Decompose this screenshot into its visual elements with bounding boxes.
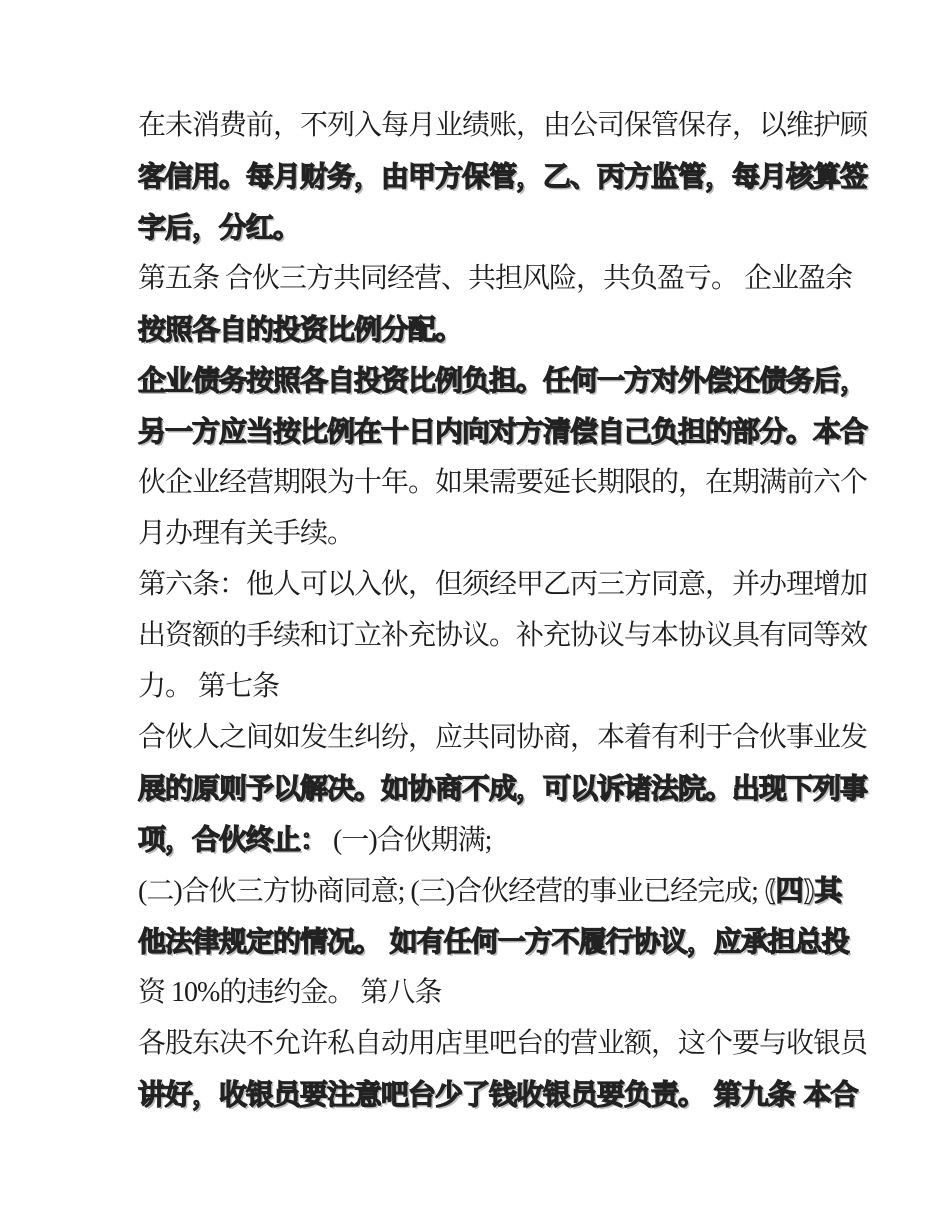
text-line xyxy=(138,1018,868,1069)
text-line xyxy=(138,355,868,406)
contract-text-block xyxy=(138,100,868,1120)
serif-text-segment: 出资额的手续和订立补充协议。补充协议与本协议具有同等效 xyxy=(138,620,868,651)
text-line xyxy=(138,457,868,508)
outlined-text-segment: 另一方应当按比例在十日内向对方清偿自己负担的部分。本合 xyxy=(138,415,868,448)
text-line xyxy=(138,559,868,610)
text-line xyxy=(138,814,828,865)
serif-text-segment: 月办理有关手续。 xyxy=(138,518,355,549)
outlined-text-segment: 展的原则予以解决。如协商不成，可以诉诸法院。出现下列事 xyxy=(138,772,868,805)
outlined-text-segment: 客信用。每月财务，由甲方保管，乙、丙方监管，每月核算签 xyxy=(138,160,868,193)
outlined-text-segment: 按照各自的投资比例分配。 xyxy=(138,313,463,346)
text-line xyxy=(138,967,828,1018)
text-line xyxy=(138,151,868,202)
outlined-text-segment: 项，合伙终止： xyxy=(138,823,328,856)
serif-text-segment: (二)合伙三方协商同意; (三)合伙经营的事业已经完成; xyxy=(138,876,764,907)
outlined-text-segment: 字后，分红。 xyxy=(138,211,301,244)
outlined-text-segment: (四)其 xyxy=(763,874,842,907)
serif-text-segment: 合伙人之间如发生纠纷，应共同协商，本着有利于合伙事业发 xyxy=(138,722,868,753)
text-line xyxy=(138,508,828,559)
text-line xyxy=(138,304,828,355)
serif-text-segment: (一)合伙期满; xyxy=(327,825,492,856)
text-line xyxy=(138,1069,858,1120)
serif-text-segment: 第六条：他人可以入伙，但须经甲乙丙三方同意，并办理增加 xyxy=(138,569,868,600)
serif-text-segment: 在未消费前，不列入每月业绩账，由公司保管保存，以维护顾 xyxy=(138,110,868,141)
serif-text-segment: 各股东决不允许私自动用店里吧台的营业额，这个要与收银员 xyxy=(138,1028,868,1059)
outlined-text-segment: 讲好，收银员要注意吧台少了钱收银员要负责。 第九条 本合 xyxy=(138,1078,858,1111)
serif-text-segment: 资 10%的违约金。 第八条 xyxy=(138,977,442,1008)
text-line xyxy=(138,865,842,916)
text-line xyxy=(138,763,868,814)
text-line xyxy=(138,100,868,151)
text-line xyxy=(138,712,868,763)
text-line xyxy=(138,406,868,457)
text-line xyxy=(138,253,853,304)
serif-text-segment: 力。 第七条 xyxy=(138,671,280,702)
outlined-text-segment: 他法律规定的情况。 如有任何一方不履行协议，应承担总投 xyxy=(138,925,849,958)
serif-text-segment: 伙企业经营期限为十年。如果需要延长期限的，在期满前六个 xyxy=(138,467,868,498)
outlined-text-segment: 企业债务按照各自投资比例负担。任何一方对外偿还债务后， xyxy=(138,364,868,397)
text-line xyxy=(138,610,868,661)
text-line xyxy=(138,202,828,253)
text-line xyxy=(138,916,849,967)
text-line xyxy=(138,661,828,712)
serif-text-segment: 第五条 合伙三方共同经营、共担风险，共负盈亏。 企业盈余 xyxy=(138,263,853,294)
